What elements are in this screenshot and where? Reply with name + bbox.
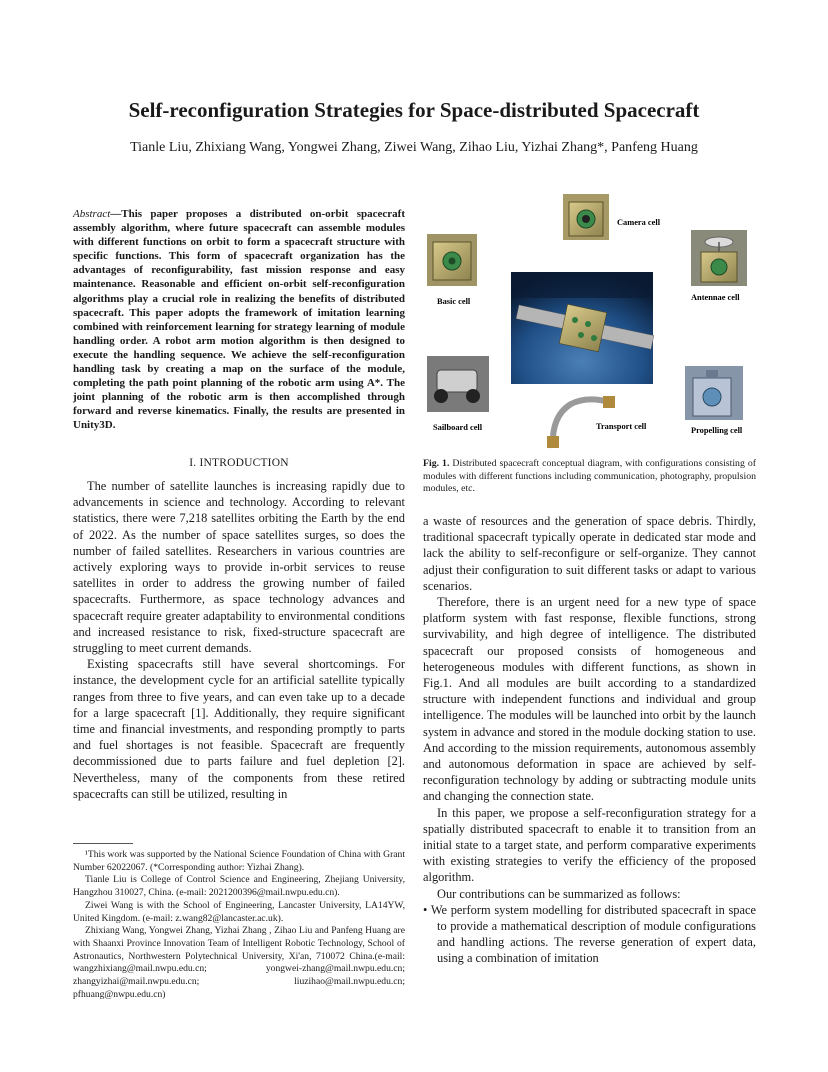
paragraph: Existing spacecrafts still have several shortcomings. For instance, the development cycle for an artificial satellite typically ranges from three to five years, and can even take up to a decade for a large spacecraft [1]. Additionally, they require significant time and financial investments, and responding promptly to parts and fuel shortages is not feasible. Spacecraft are frequently decommissioned due to parts failure and fuel depletion [2]. Nevertheless, many of the components from these retired spacecrafts can still be utilized, resulting in <box>73 657 405 801</box>
label-basic-cell: Basic cell <box>437 297 471 306</box>
label-camera-cell: Camera cell <box>617 218 661 227</box>
author-list: Tianle Liu, Zhixiang Wang, Yongwei Zhang, Ziwei Wang, Zihao Liu, Yizhai Zhang*, Panfeng Huang <box>130 140 698 155</box>
figure-illustration <box>423 190 756 452</box>
caption-label: Fig. 1. <box>423 458 450 469</box>
antennae-cell-image <box>691 230 747 286</box>
sailboard-cell-image <box>427 356 489 412</box>
footnote: Zhixiang Wang, Yongwei Zhang, Yizhai Zhang , Zihao Liu and Panfeng Huang are with Shaanxi Province Innovation Team of Intelligent Robotic Technology, School of Astronautics, Northwestern Polytechnical University, Xi'an, 710072 China.(e-mail: wangzhixiang@mail.nwpu.edu.cn; yongwei-zhang@mail.nwpu.edu.cn; zhangyizhai@mail.nwpu.edu.cn; liuzihao@mail.nwpu.edu.cn; pfhuang@nwpu.edu.cn) <box>73 925 405 1000</box>
basic-cell-image <box>427 234 477 286</box>
contribution-bullet: • We perform system modelling for distributed spacecraft in space to provide a mathematical description of module configurations and handling actions. The reverse generation of expert data, using a combination of imitation <box>423 902 756 966</box>
abstract-text: —This paper proposes a distributed on-orbit spacecraft assembly algorithm, where future spacecraft can assemble modules with different functions on orbit to form a spacecraft structure with specific functions. This form of spacecraft organization has the advantages of reconfigurability, fast mission response and easy maintenance. Reasonable and efficient on-orbit self-reconfiguration algorithms play a crucial role in realizing the benefits of distributed spacecraft. This paper adopts the framework of imitation learning combined with reinforcement learning for strategy learning of module handling order. A robot arm motion algorithm is then designed to execute the handling sequence. We achieve the self-reconfiguration handling task by creating a map on the surface of the module, completing the path point planning of the robotic arm using A*. The joint planning of the robotic arm is then accomplished through forward and reverse kinematics. Finally, the results are presented in Unity3D. <box>73 208 405 432</box>
label-transport-cell: Transport cell <box>596 422 647 431</box>
paragraph: The number of satellite launches is increasing rapidly due to advancements in science and technology. According to relevant statistics, there were 7,218 satellites orbiting the Earth by the end of 2022. As the number of space satellites surges, so does the number of failed satellites. Researchers in various countries are actively exploring ways to provide in-orbit services to reuse satellites in order to address the growing number of failed spacecrafts. Furthermore, as space technology advances and spacecraft require greater adaptability to environmental conditions and increased resistance to risk, fixed-structure spacecraft are struggling to meet current demands. <box>73 479 405 656</box>
paragraph: In this paper, we propose a self-reconfiguration strategy for a spatially distributed spacecraft to enable it to transition from an initial state to a target state, and perform comparative experiments with existing strategies to verify the efficiency of the proposed algorithm. <box>423 805 756 885</box>
abstract-label: Abstract <box>73 208 111 220</box>
right-column-body <box>423 513 756 967</box>
left-column-body <box>73 478 405 802</box>
paragraph: a waste of resources and the generation of space debris. Thirdly, traditional spacecraft typically operate in dedicated star mode and lack the ability to self-reconfigure or self-organize. They cannot adjust their configuration to suit different tasks or adapt to various scenarios. <box>423 514 756 593</box>
figure-caption <box>423 458 756 496</box>
abstract <box>73 207 405 433</box>
footnote: Tianle Liu is College of Control Science and Engineering, Zhejiang University, Hangzhou 310027, China. (e-mail: 2021200396@mail.nwpu.edu.cn). <box>73 874 405 899</box>
paper-title: Self-reconfiguration Strategies for Space-distributed Spacecraft <box>128 98 700 122</box>
propelling-cell-image <box>685 366 743 420</box>
central-spacecraft-image <box>511 272 654 384</box>
camera-cell-image <box>563 194 609 240</box>
paragraph: Our contributions can be summarized as follows: <box>437 886 681 901</box>
section-heading: I. INTRODUCTION <box>189 457 289 469</box>
footnotes <box>73 849 405 1001</box>
figure-1 <box>423 190 756 452</box>
label-sailboard-cell: Sailboard cell <box>433 423 483 432</box>
label-antennae-cell: Antennae cell <box>691 293 740 302</box>
caption-text: Distributed spacecraft conceptual diagram, with configurations consisting of modules with different functions including communication, photography, propulsion modules, etc. <box>423 458 757 495</box>
label-propelling-cell: Propelling cell <box>691 426 743 435</box>
paragraph: Therefore, there is an urgent need for a new type of space platform system with fast response, flexible functions, strong survivability, and high degree of intelligence. The distributed spacecraft our proposed consists of homogeneous and heterogeneous modules with different functions, as shown in Fig.1. And all modules are built according to a standardized structure with independent functions and individual and group intelligence. The modules will be launched into orbit by the launch system in advance and stored in the module docking station to use. And according to the mission requirements, autonomous assembly and autonomous deformation in space are achieved by self-reconfiguration technology by adding or subtracting module units and changing the connection state. <box>423 595 756 804</box>
footnote: Ziwei Wang is with the School of Engineering, Lancaster University, LA14YW, United Kingdom. (e-mail: z.wang82@lancaster.ac.uk). <box>73 899 405 924</box>
footnote: ¹This work was supported by the National Science Foundation of China with Grant Number 62022067. (*Corresponding author: Yizhai Zhang). <box>73 849 405 873</box>
footnote-rule <box>73 843 133 844</box>
